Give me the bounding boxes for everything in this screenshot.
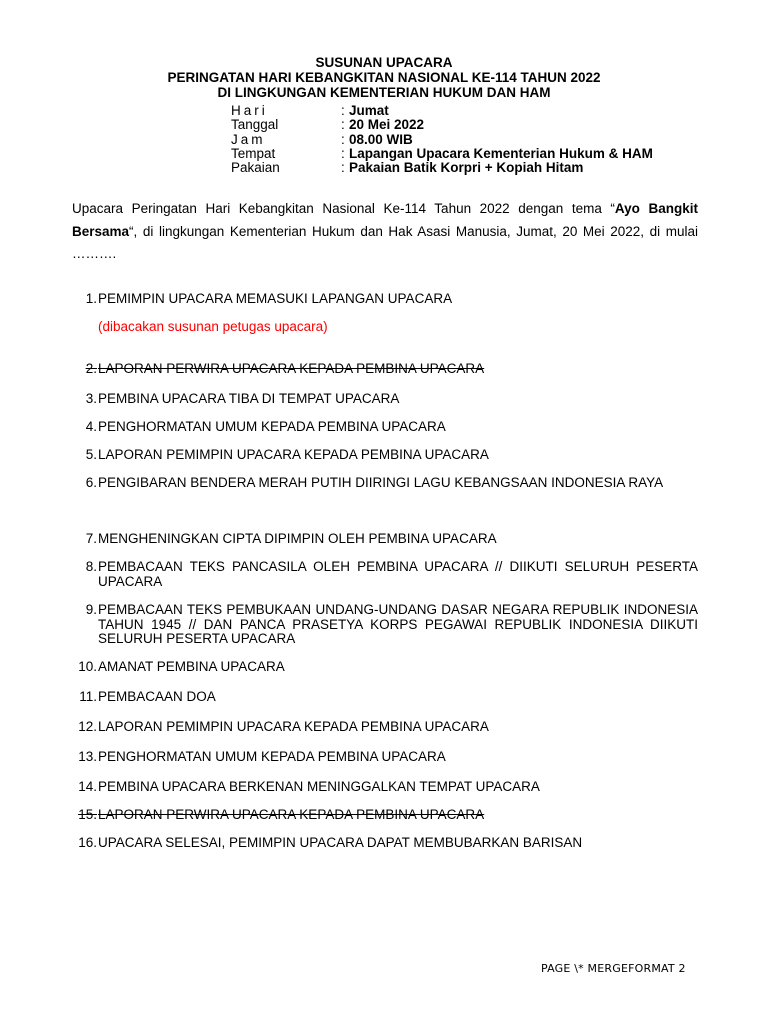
item-number: 8. [85, 559, 97, 574]
event-info-table [231, 104, 653, 175]
item-number: 16. [78, 835, 97, 850]
list-item [62, 469, 698, 497]
item-text: PEMBACAAN TEKS PANCASILA OLEH PEMBINA UPACARA // DIIKUTI SELURUH PESERTA UPACARA [98, 559, 698, 589]
list-item [62, 392, 698, 407]
info-label: Pakaian [231, 160, 280, 176]
info-label: Tanggal [231, 117, 279, 133]
info-row-day [231, 104, 653, 118]
item-number: 2. [85, 361, 97, 376]
item-number: 1. [85, 291, 97, 306]
item-text: LAPORAN PEMIMPIN UPACARA KEPADA PEMBINA UPACARA [98, 447, 489, 462]
info-row-time [231, 133, 653, 147]
item-text: LAPORAN PERWIRA UPACARA KEPADA PEMBINA UPACARA [98, 807, 485, 822]
note-text: (dibacakan susunan petugas upacara) [98, 319, 328, 334]
list-item [62, 780, 698, 795]
info-row-attire [231, 161, 653, 175]
list-item [62, 362, 698, 377]
info-colon: : [341, 160, 345, 176]
title-line-3: DI LINGKUNGAN KEMENTERIAN HUKUM DAN HAM [217, 85, 551, 100]
page-footer: PAGE \* MERGEFORMAT 2 [541, 962, 686, 975]
info-label: Hari [231, 103, 268, 118]
info-colon: : [341, 103, 345, 118]
intro-paragraph [72, 198, 698, 266]
item-text: LAPORAN PERWIRA UPACARA KEPADA PEMBINA UPACARA [98, 361, 485, 376]
item-text: PENGHORMATAN UMUM KEPADA PEMBINA UPACARA [98, 419, 446, 434]
info-label: Tempat [231, 145, 276, 161]
info-value: 08.00 WIB [349, 131, 413, 147]
list-item [62, 560, 698, 589]
info-colon: : [341, 117, 345, 133]
item-text: MENGHENINGKAN CIPTA DIPIMPIN OLEH PEMBINA UPACARA [98, 531, 497, 546]
item-text: LAPORAN PEMIMPIN UPACARA KEPADA PEMBINA UPACARA [98, 719, 489, 734]
list-item [62, 690, 698, 705]
title-line-1: SUSUNAN UPACARA [315, 55, 453, 70]
list-item [62, 750, 698, 765]
list-item [62, 720, 698, 735]
intro-text-start: Upacara Peringatan Hari Kebangkitan Nasional Ke-114 Tahun 2022 dengan tema “ [72, 201, 615, 216]
list-item [62, 448, 698, 463]
document-title [0, 55, 768, 100]
intro-text-end: “, di lingkungan Kementerian Hukum dan Hak Asasi Manusia, Jumat, 20 Mei 2022, di mulai ………. [72, 223, 698, 261]
item-number: 13. [78, 749, 97, 764]
item-number: 15. [78, 807, 97, 822]
list-item [62, 808, 698, 823]
item-number: 6. [85, 475, 97, 490]
list-item [62, 420, 698, 435]
item-text: PEMBACAAN TEKS PEMBUKAAN UNDANG-UNDANG DASAR NEGARA REPUBLIK INDONESIA TAHUN 1945 // DAN PANCA PRASETYA KORPS PEGAWAI REPUBLIK INDONESIA DIIKUTI SELURUH PESERTA UPACARA [98, 602, 698, 646]
list-item [62, 603, 698, 647]
info-row-place [231, 147, 653, 161]
item-number: 5. [85, 447, 97, 462]
info-label: Jam [231, 131, 266, 147]
info-value: Lapangan Upacara Kementerian Hukum & HAM [349, 145, 653, 161]
list-item [62, 292, 698, 307]
intro-theme: Ayo Bangkit Bersama [72, 201, 698, 239]
item-number: 14. [78, 779, 97, 794]
item-text: PEMBINA UPACARA BERKENAN MENINGGALKAN TEMPAT UPACARA [98, 779, 540, 794]
info-row-date [231, 118, 653, 132]
item-text: PEMBACAAN DOA [98, 689, 216, 704]
item-text: PENGIBARAN BENDERA MERAH PUTIH DIIRINGI LAGU KEBANGSAAN INDONESIA RAYA [98, 475, 664, 490]
list-item [62, 660, 698, 675]
item-text: UPACARA SELESAI, PEMIMPIN UPACARA DAPAT MEMBUBARKAN BARISAN [98, 835, 583, 850]
item-text: PEMBINA UPACARA TIBA DI TEMPAT UPACARA [98, 391, 400, 406]
info-colon: : [341, 131, 345, 147]
title-line-2: PERINGATAN HARI KEBANGKITAN NASIONAL KE-114 TAHUN 2022 [167, 70, 601, 85]
item-number: 10. [78, 659, 97, 674]
item-text: PENGHORMATAN UMUM KEPADA PEMBINA UPACARA [98, 749, 446, 764]
item-number: 4. [85, 419, 97, 434]
info-colon: : [341, 145, 345, 161]
info-value: 20 Mei 2022 [349, 117, 425, 133]
item-number: 9. [85, 602, 97, 617]
info-value: Pakaian Batik Korpri + Kopiah Hitam [349, 160, 584, 176]
list-item [62, 836, 698, 851]
item-number: 11. [79, 689, 97, 704]
info-value: Jumat [349, 103, 389, 118]
item-number: 7. [85, 531, 97, 546]
item-number: 3. [85, 391, 97, 406]
item-text: AMANAT PEMBINA UPACARA [98, 659, 285, 674]
list-item [62, 532, 698, 547]
item-text: PEMIMPIN UPACARA MEMASUKI LAPANGAN UPACARA [98, 291, 453, 306]
item-number: 12. [78, 719, 97, 734]
